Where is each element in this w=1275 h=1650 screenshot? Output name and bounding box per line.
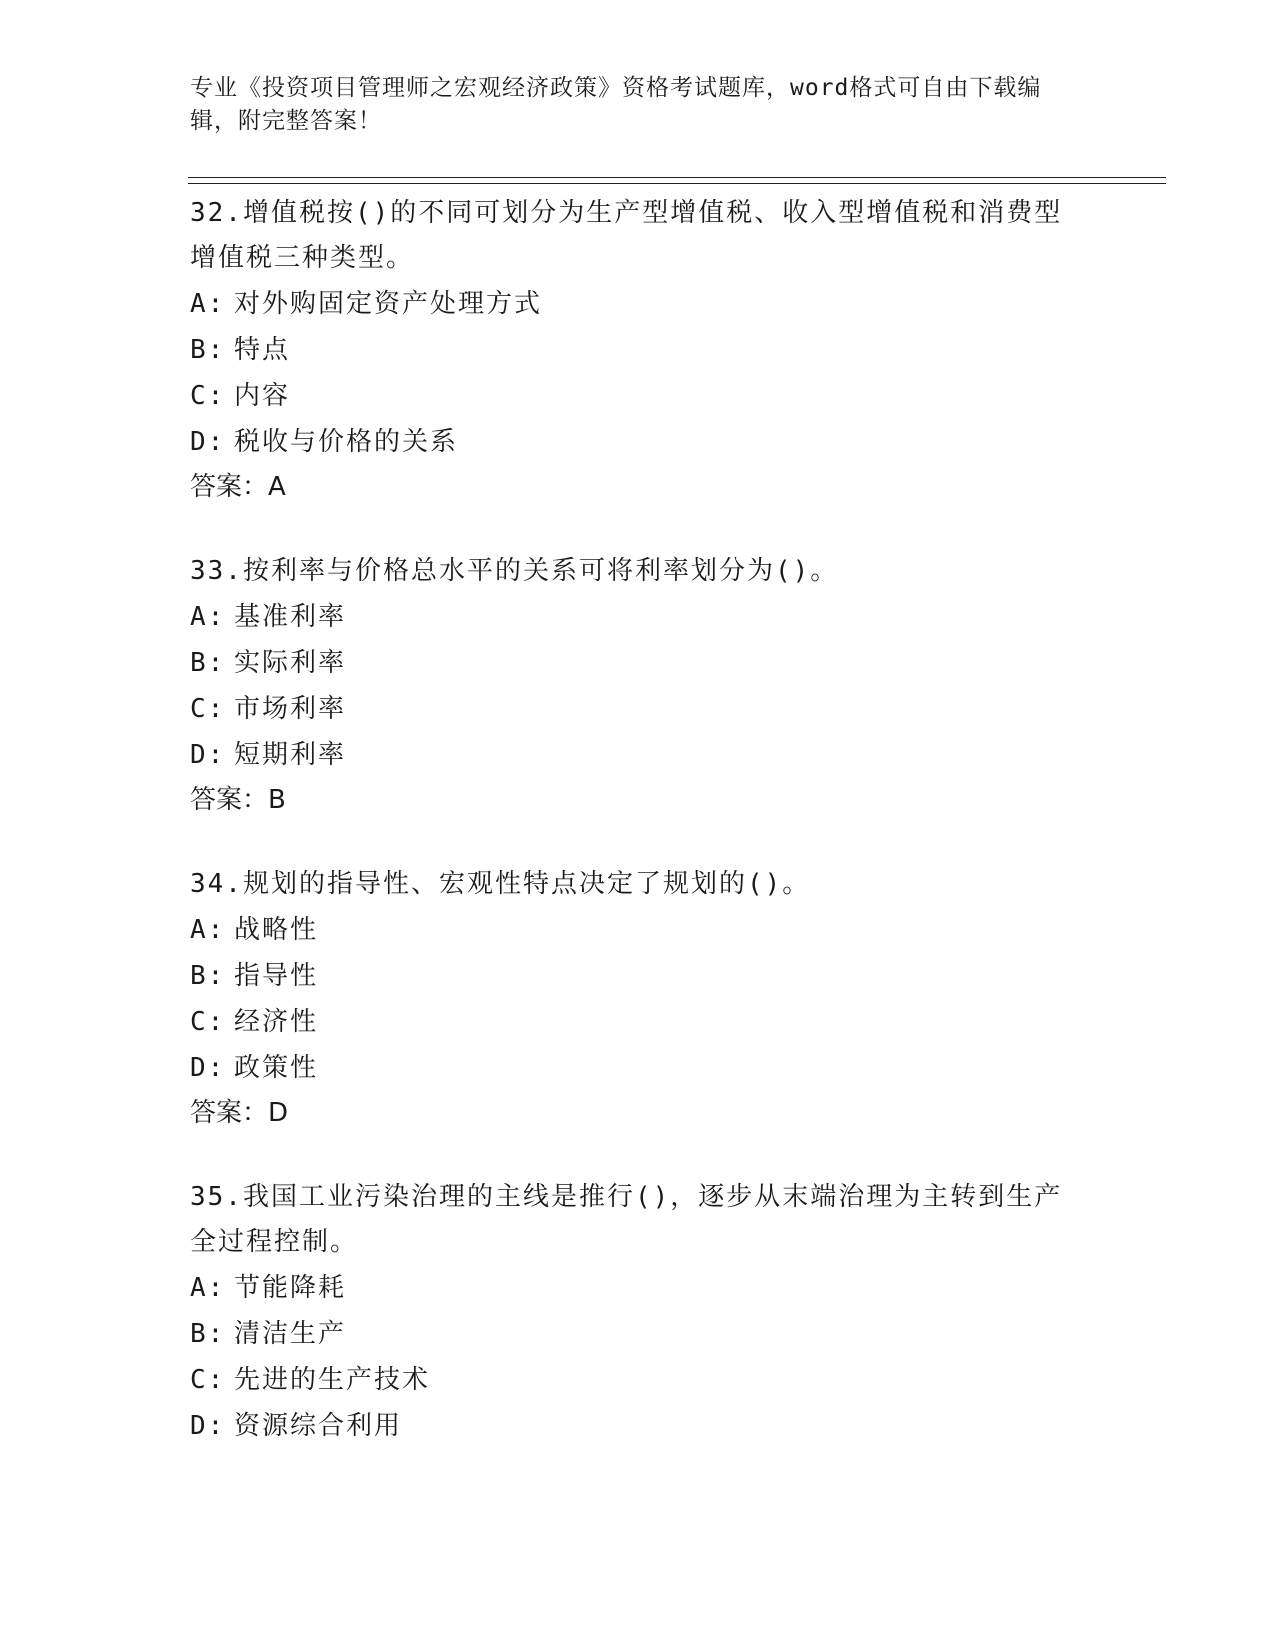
header-divider-bottom: [188, 183, 1166, 184]
option-a: [190, 907, 1090, 953]
option-text: 实际利率: [234, 648, 347, 678]
option-key: B:: [190, 335, 226, 365]
option-d: [190, 732, 1090, 778]
option-d: [190, 419, 1090, 465]
answer: 答案：B: [190, 785, 286, 815]
option-c: [190, 373, 1090, 419]
answer: 答案：A: [190, 472, 286, 502]
question-list: [190, 191, 1090, 1489]
option-text: 节能降耗: [234, 1273, 347, 1303]
question-32: [190, 191, 1090, 509]
option-b: [190, 953, 1090, 999]
option-key: B:: [190, 1319, 226, 1349]
option-text: 税收与价格的关系: [234, 427, 459, 457]
option-c: [190, 999, 1090, 1045]
option-key: D:: [190, 1411, 226, 1441]
option-key: B:: [190, 648, 226, 678]
option-key: A:: [190, 1273, 226, 1303]
option-text: 先进的生产技术: [234, 1365, 431, 1395]
option-key: A:: [190, 289, 226, 319]
option-key: A:: [190, 915, 226, 945]
question-34: [190, 862, 1090, 1135]
option-text: 经济性: [234, 1007, 319, 1037]
option-b: [190, 1311, 1090, 1357]
option-text: 政策性: [234, 1053, 319, 1083]
option-text: 短期利率: [234, 740, 347, 770]
option-key: D:: [190, 427, 226, 457]
option-key: D:: [190, 740, 226, 770]
option-c: [190, 686, 1090, 732]
option-b: [190, 327, 1090, 373]
option-text: 战略性: [234, 915, 319, 945]
question-33: [190, 549, 1090, 822]
option-key: A:: [190, 602, 226, 632]
header-line-1: 专业《投资项目管理师之宏观经济政策》资格考试题库，word格式可自由下载编: [190, 75, 1042, 101]
option-key: B:: [190, 961, 226, 991]
option-a: [190, 1265, 1090, 1311]
option-d: [190, 1403, 1090, 1449]
document-header: [190, 72, 1090, 138]
answer: 答案：D: [190, 1098, 289, 1128]
option-key: C:: [190, 694, 226, 724]
option-key: C:: [190, 381, 226, 411]
option-text: 资源综合利用: [234, 1411, 403, 1441]
question-35: [190, 1175, 1090, 1449]
option-text: 内容: [234, 381, 291, 411]
option-key: C:: [190, 1007, 226, 1037]
option-text: 市场利率: [234, 694, 347, 724]
option-c: [190, 1357, 1090, 1403]
option-text: 基准利率: [234, 602, 347, 632]
option-text: 清洁生产: [234, 1319, 347, 1349]
option-text: 特点: [234, 335, 291, 365]
question-text: 33.按利率与价格总水平的关系可将利率划分为()。: [190, 556, 839, 586]
option-a: [190, 281, 1090, 327]
option-key: C:: [190, 1365, 226, 1395]
header-line-2: 辑，附完整答案！: [190, 108, 382, 134]
option-text: 指导性: [234, 961, 319, 991]
question-text: 35.我国工业污染治理的主线是推行()，逐步从末端治理为主转到生产全过程控制。: [190, 1182, 1063, 1257]
question-text: 34.规划的指导性、宏观性特点决定了规划的()。: [190, 869, 811, 899]
option-d: [190, 1045, 1090, 1091]
option-a: [190, 594, 1090, 640]
option-text: 对外购固定资产处理方式: [234, 289, 543, 319]
header-divider-top: [188, 177, 1166, 178]
option-key: D:: [190, 1053, 226, 1083]
question-text: 32.增值税按()的不同可划分为生产型增值税、收入型增值税和消费型增值税三种类型。: [190, 198, 1063, 273]
option-b: [190, 640, 1090, 686]
